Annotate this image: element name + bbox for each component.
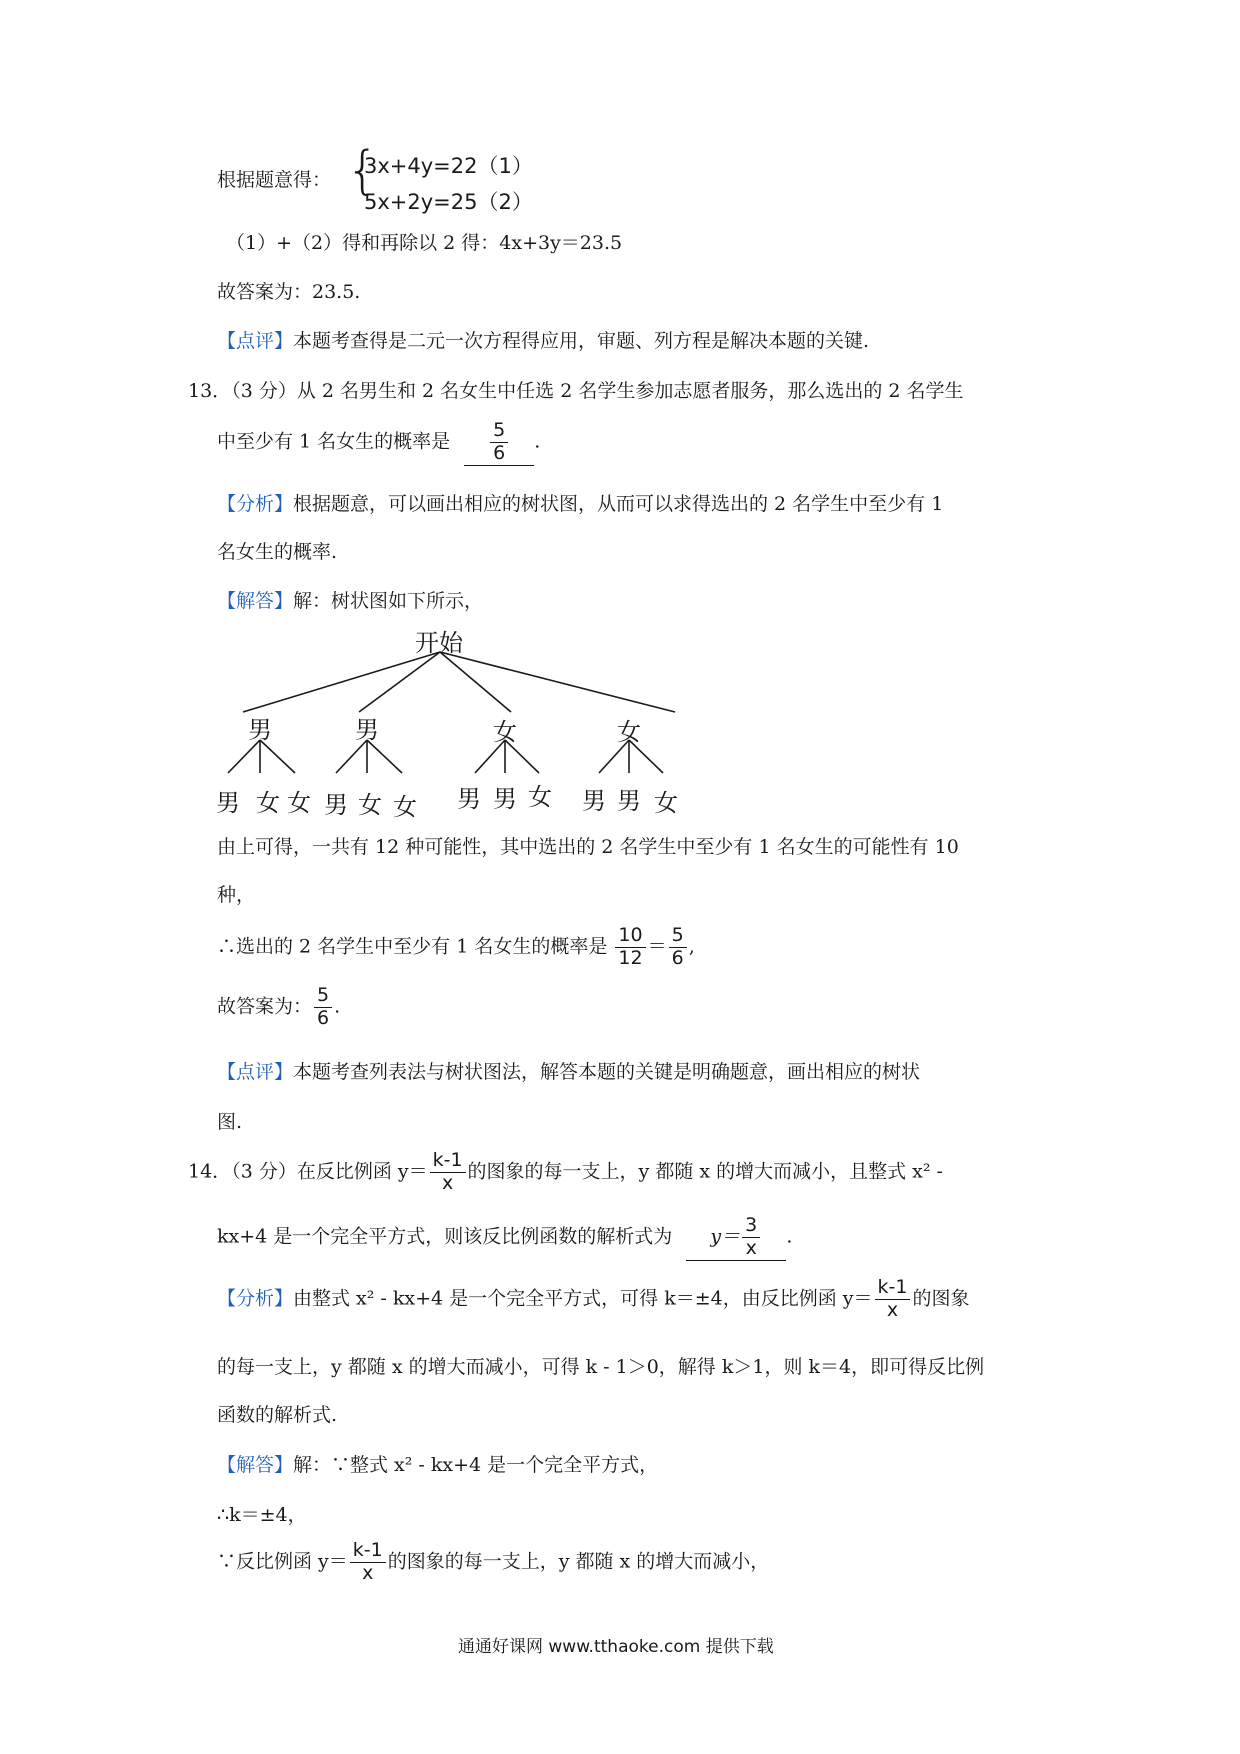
tree-leaf: 男 (216, 789, 240, 817)
tree-leaf: 女 (393, 793, 417, 821)
tree-leaf: 男 (617, 787, 641, 815)
question-number: 13． (188, 380, 232, 402)
tree-leaf: 女 (256, 789, 280, 817)
q14-analysis-l3: 函数的解析式. (217, 1404, 338, 1426)
tree-leaf: 男 (324, 791, 348, 819)
q13-analysis-l2: 名女生的概率. (217, 541, 338, 563)
q13-analysis-l1: 【分析】根据题意，可以画出相应的树状图，从而可以求得选出的 2 名学生中至少有 1 (217, 493, 944, 515)
system-intro: 根据题意得： (217, 169, 332, 191)
solution-tag: 【解答】 (217, 1454, 294, 1476)
equation-2: 5x+2y=25（2） (364, 190, 533, 214)
tree-leaf: 女 (358, 791, 382, 819)
prev-answer: 故答案为：23.5. (217, 281, 361, 303)
tree-leaf: 男 (493, 785, 517, 813)
review-tag: 【点评】 (217, 1061, 294, 1083)
fraction-k-minus-1-over-x: $\frac{k-1}{x}$ (875, 1277, 911, 1322)
tree-leaf: 女 (654, 789, 678, 817)
q14-solution-l2: ∴k＝±4， (217, 1504, 307, 1526)
tree-leaf: 女 (287, 789, 311, 817)
analysis-tag: 【分析】 (217, 493, 294, 515)
q13-result-l2: 种， (217, 884, 256, 906)
tree-node-l1-3: 女 (493, 718, 517, 746)
answer-fraction: $\frac{5}{6}$ (490, 420, 508, 465)
analysis-tag: 【分析】 (217, 1287, 294, 1310)
q14-analysis-l2: 的每一支上，y 都随 x 的增大而减小，可得 k - 1＞0，解得 k＞1，则 k＝4，即可得反比例 (217, 1356, 985, 1378)
solution-step: （1）+（2）得和再除以 2 得：4x+3y＝23.5 (226, 232, 623, 254)
question-text: （3 分）从 2 名男生和 2 名女生中任选 2 名学生参加志愿者服务，那么选出的 2 名学生 (231, 380, 964, 402)
q14-line2: kx+4 是一个完全平方式，则该反比例函数的解析式为 y＝ $\frac{3}{x}$ . (217, 1214, 793, 1259)
equation-1: 3x+4y=22（1） (364, 154, 533, 178)
brace-symbol: { (346, 141, 380, 201)
fraction-k-minus-1-over-x: $\frac{k-1}{x}$ (430, 1150, 466, 1195)
q13-result-l1: 由上可得，一共有 12 种可能性，其中选出的 2 名学生中至少有 1 名女生的可能性有 10 (217, 836, 959, 858)
tree-node-l1-1: 男 (248, 716, 272, 744)
page-footer: 通通好课网 www.tthaoke.com 提供下载 (458, 1637, 774, 1657)
q13-review-l1: 【点评】本题考查列表法与树状图法，解答本题的关键是明确题意，画出相应的树状 (217, 1061, 921, 1083)
solution-tag: 【解答】 (217, 590, 294, 612)
tree-leaf: 女 (528, 783, 552, 811)
tree-leaf: 男 (457, 785, 481, 813)
fraction-k-minus-1-over-x: $\frac{k-1}{x}$ (350, 1540, 386, 1585)
q13-line2: 中至少有 1 名女生的概率是 $\frac{5}{6}$ . (217, 419, 541, 464)
q13-solution-l1: 【解答】解：树状图如下所示， (217, 590, 484, 612)
tree-node-l1-2: 男 (355, 716, 379, 744)
prev-review (217, 326, 869, 353)
q14-line1: 14．（3 分）在反比例函 y＝ $\frac{k-1}{x}$ 的图象的每一支上，y 都随 x 的增大而减小，且整式 x² - (188, 1149, 943, 1194)
q13-answer: 故答案为： $\frac{5}{6}$ . (217, 984, 341, 1029)
review-tag: 【点评】 (217, 330, 294, 352)
q13-line1 (188, 376, 964, 403)
answer-blank: y＝ $\frac{3}{x}$ (686, 1215, 786, 1261)
answer-fraction: $\frac{5}{6}$ (314, 985, 332, 1030)
q14-solution-l1: 【解答】解：∵整式 x² - kx+4 是一个完全平方式， (217, 1454, 659, 1476)
answer-blank (464, 420, 534, 466)
question-text: 中至少有 1 名女生的概率是 (217, 430, 451, 453)
q13-therefore: ∴选出的 2 名学生中至少有 1 名女生的概率是 $\frac{10}{12}$ ＝ $\frac{5}{6}$ , (217, 924, 695, 969)
question-number: 14． (188, 1160, 232, 1183)
q14-solution-l3: ∵反比例函 y＝ $\frac{k-1}{x}$ 的图象的每一支上，y 都随 x 的增大而减小， (217, 1539, 770, 1584)
tree-root-label: 开始 (415, 629, 463, 657)
tree-node-l1-4: 女 (617, 718, 641, 746)
fraction-10-12: $\frac{10}{12}$ (615, 925, 645, 970)
tree-leaf: 男 (582, 787, 606, 815)
fraction-5-6: $\frac{5}{6}$ (669, 925, 687, 970)
review-text: 本题考查得是二元一次方程得应用，审题、列方程是解决本题的关键. (293, 330, 870, 352)
q13-review-l2: 图. (217, 1111, 243, 1133)
q14-analysis-l1: 【分析】由整式 x² - kx+4 是一个完全平方式，可得 k＝±4，由反比例函 y＝ $\frac{k-1}{x}$ 的图象 (217, 1276, 970, 1321)
answer-fraction: $\frac{3}{x}$ (742, 1215, 760, 1260)
